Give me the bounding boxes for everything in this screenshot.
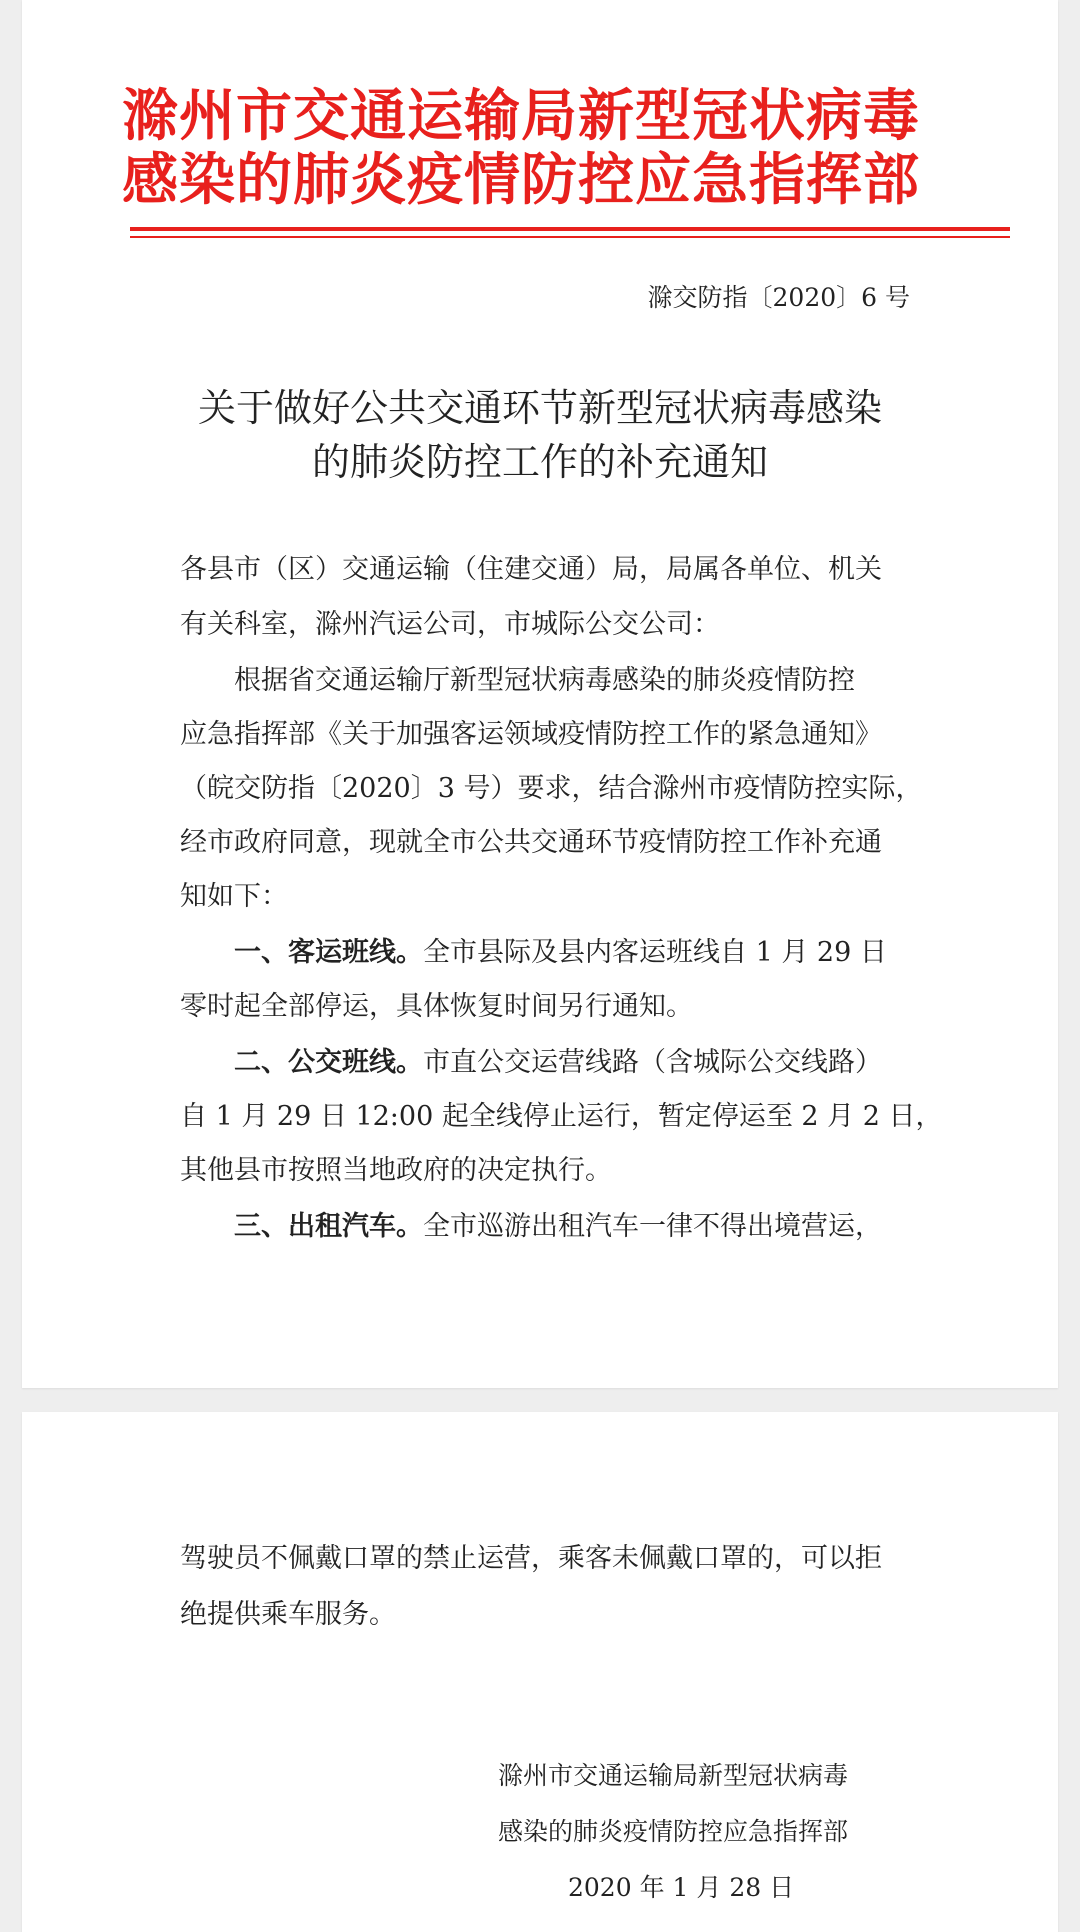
item-3-continued-line-2: 绝提供乘车服务。 xyxy=(180,1599,396,1630)
item-2-line-2: 自 1 月 29 日 12:00 起全线停止运行，暂定停运至 2 月 2 日， xyxy=(180,1101,943,1132)
document-page-1 xyxy=(22,0,1058,1388)
intro-line-1: 根据省交通运输厅新型冠状病毒感染的肺炎疫情防控 xyxy=(234,665,855,696)
item-1-text: 全市县际及县内客运班线自 1 月 29 日 xyxy=(423,937,887,968)
item-2-heading: 二、公交班线。 xyxy=(234,1047,423,1078)
signature-line-2: 感染的肺炎疫情防控应急指挥部 xyxy=(498,1817,849,1846)
item-2-text: 市直公交运营线路（含城际公交线路） xyxy=(423,1047,882,1078)
item-1-line-2: 零时起全部停运，具体恢复时间另行通知。 xyxy=(180,991,693,1022)
item-2-line-1 xyxy=(234,1040,882,1079)
item-2-line-3: 其他县市按照当地政府的决定执行。 xyxy=(180,1155,612,1186)
notice-title-line-1: 关于做好公共交通环节新型冠状病毒感染 xyxy=(197,386,882,430)
header-rule-thick xyxy=(130,227,1010,231)
header-title-line-2: 感染的肺炎疫情防控应急指挥部 xyxy=(122,148,920,213)
intro-line-4: 经市政府同意，现就全市公共交通环节疫情防控工作补充通 xyxy=(180,827,882,858)
signature-line-1: 滁州市交通运输局新型冠状病毒 xyxy=(498,1761,849,1790)
item-3-text: 全市巡游出租汽车一律不得出境营运， xyxy=(423,1211,882,1242)
intro-line-2: 应急指挥部《关于加强客运领域疫情防控工作的紧急通知》 xyxy=(180,719,882,750)
item-1-heading: 一、客运班线。 xyxy=(234,937,423,968)
document-page-2 xyxy=(22,1412,1058,1932)
item-3-continued-line-1: 驾驶员不佩戴口罩的禁止运营，乘客未佩戴口罩的，可以拒 xyxy=(180,1543,882,1574)
addressee-line-2: 有关科室，滁州汽运公司，市城际公交公司： xyxy=(180,609,720,640)
header-title-line-1: 滁州市交通运输局新型冠状病毒 xyxy=(122,84,920,149)
intro-line-3: （皖交防指〔2020〕3 号）要求，结合滁州市疫情防控实际， xyxy=(180,773,923,804)
notice-title-line-2: 的肺炎防控工作的补充通知 xyxy=(311,440,768,484)
addressee-line-1: 各县市（区）交通运输（住建交通）局，局属各单位、机关 xyxy=(180,554,882,585)
header-rule-thin xyxy=(130,236,1010,238)
item-3-heading: 三、出租汽车。 xyxy=(234,1211,423,1242)
item-1-line-1 xyxy=(234,930,887,969)
document-number: 滁交防指〔2020〕6 号 xyxy=(647,283,910,312)
intro-line-5: 知如下： xyxy=(180,881,288,912)
signature-date: 2020 年 1 月 28 日 xyxy=(568,1873,795,1902)
item-3-line-1 xyxy=(234,1204,882,1243)
